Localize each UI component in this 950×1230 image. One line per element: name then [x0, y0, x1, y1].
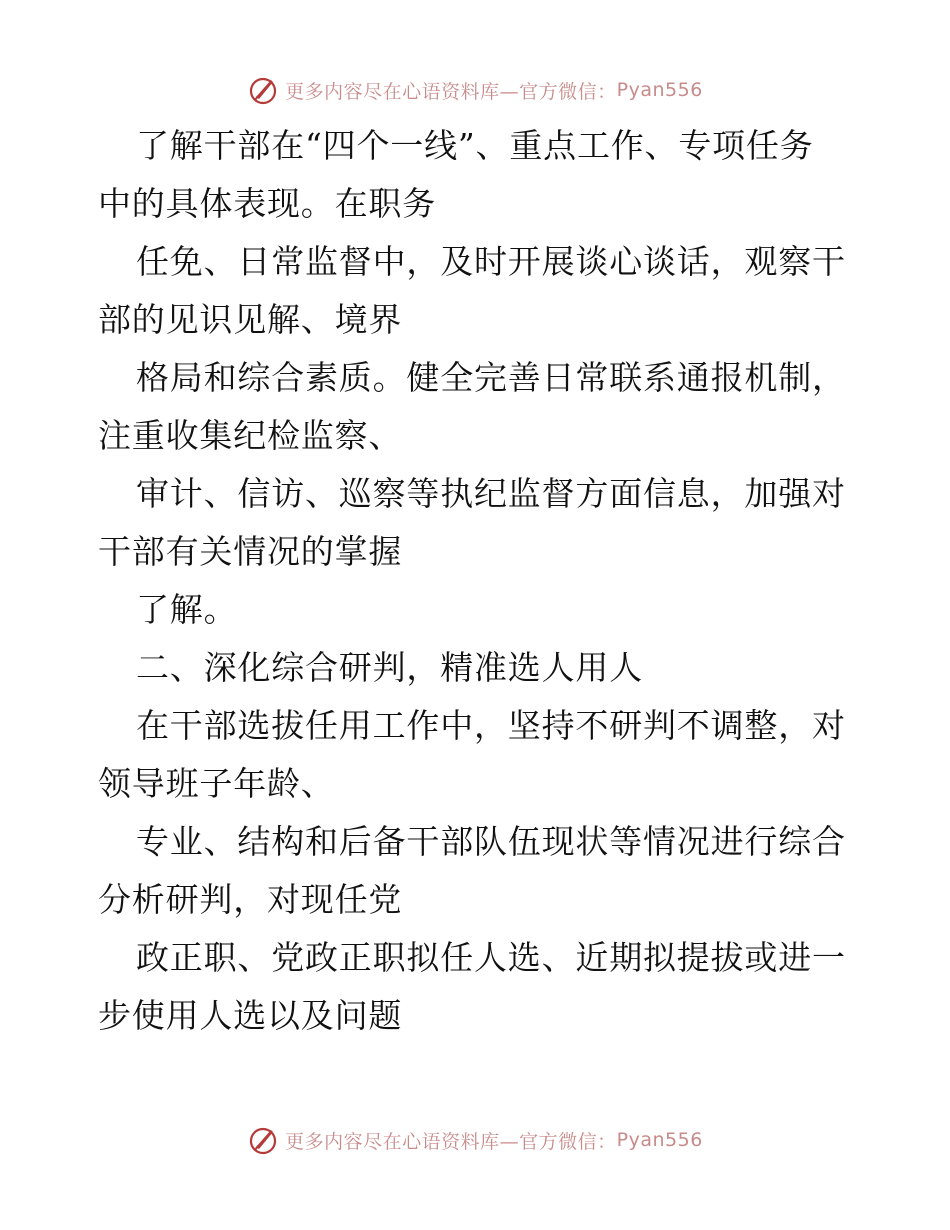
- quill-logo-icon: [247, 1124, 279, 1156]
- text-line: 干部有关情况的掌握: [98, 532, 403, 571]
- text-line: 任免、日常监督中，及时开展谈心谈话，观察干: [136, 242, 846, 281]
- text-line: 步使用人选以及问题: [98, 996, 403, 1035]
- text-line: 在干部选拔任用工作中，坚持不研判不调整，对: [136, 706, 846, 745]
- text-line: 领导班子年龄、: [98, 764, 335, 803]
- text-line: 审计、信访、巡察等执纪监督方面信息，加强对: [136, 474, 846, 513]
- watermark-text: 更多内容尽在心语资料库—官方微信：: [285, 1130, 617, 1153]
- text-line: 分析研判，对现任党: [98, 880, 403, 919]
- quill-logo-icon: [247, 74, 279, 106]
- header-watermark: [0, 70, 950, 110]
- text-line: 了解干部在“四个一线”、重点工作、专项任务: [136, 126, 814, 165]
- watermark-wechat-id: Pyan556: [616, 79, 703, 101]
- watermark-wechat-id: Pyan556: [616, 1129, 703, 1151]
- text-line: 专业、结构和后备干部队伍现状等情况进行综合: [136, 822, 846, 861]
- text-line: 格局和综合素质。健全完善日常联系通报机制，: [136, 358, 846, 397]
- text-line: 了解。: [136, 590, 238, 629]
- text-line: 部的见识见解、境界: [98, 300, 403, 339]
- footer-watermark: [0, 1120, 950, 1160]
- text-line: 政正职、党政正职拟任人选、近期拟提拔或进一: [136, 938, 846, 977]
- text-line: 注重收集纪检监察、: [98, 416, 403, 455]
- watermark-text: 更多内容尽在心语资料库—官方微信：: [285, 80, 617, 103]
- text-line: 二、深化综合研判，精准选人用人: [136, 648, 643, 687]
- text-line: 中的具体表现。在职务: [98, 184, 436, 223]
- document-body: [98, 117, 858, 1045]
